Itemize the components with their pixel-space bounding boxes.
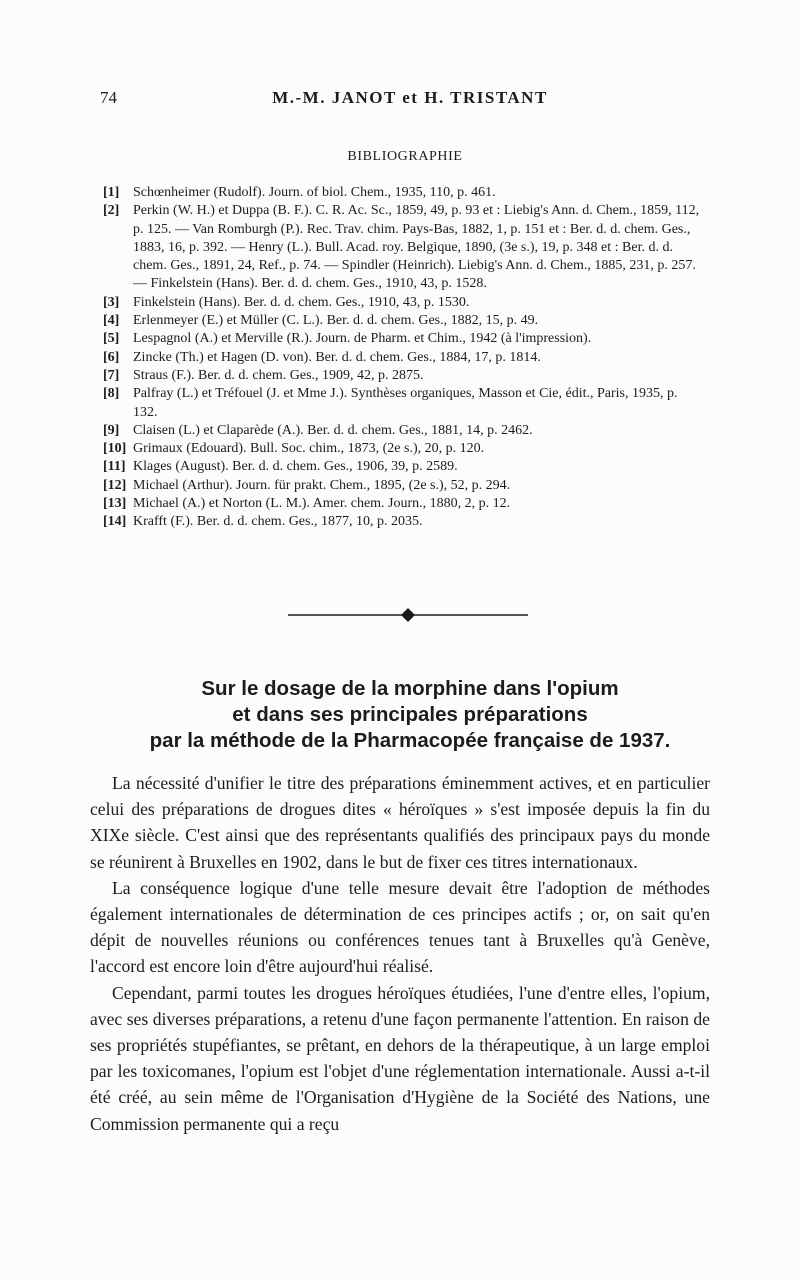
article-body (90, 770, 710, 1137)
reference-text: Claisen (L.) et Claparède (A.). Ber. d. d. chem. Ges., 1881, 14, p. 2462. (133, 422, 533, 438)
reference-text: Zincke (Th.) et Hagen (D. von). Ber. d. d. chem. Ges., 1884, 17, p. 1814. (133, 349, 541, 365)
bibliography-list (103, 184, 701, 532)
reference-number: [9] (103, 422, 120, 438)
reference-number: [12] (103, 477, 127, 493)
bibliography-entry (103, 513, 701, 531)
title-line: par la méthode de la Pharmacopée française de 1937. (149, 729, 671, 752)
bibliography-heading: BIBLIOGRAPHIE (347, 149, 463, 164)
bibliography-entry (103, 330, 701, 348)
reference-text: Grimaux (Edouard). Bull. Soc. chim., 1873, (2e s.), 20, p. 120. (133, 441, 485, 457)
reference-number: [13] (103, 496, 127, 512)
reference-text: Straus (F.). Ber. d. d. chem. Ges., 1909, 42, p. 2875. (133, 367, 424, 383)
bibliography-entry (103, 202, 701, 293)
reference-text: Klages (August). Ber. d. d. chem. Ges., 1906, 39, p. 2589. (133, 459, 458, 475)
reference-number: [10] (103, 441, 127, 457)
body-paragraph: Cependant, parmi toutes les drogues héroïques étudiées, l'une d'entre elles, l'opium, avec ses diverses préparations, a retenu d'une façon permanente l'attention. En raison de ses propriétés stupéfiantes, se prêtant, en dehors de la thérapeutique, à un large emploi par les toxicomanes, l'opium est l'objet d'une réglementation internationale. Aussi a-t-il été créé, au sein même de l'Organisation d'Hygiène de la Société des Nations, une Commission permanente qui a reçu (90, 982, 710, 1134)
bibliography-entry (103, 294, 701, 312)
reference-number: [7] (103, 367, 120, 383)
reference-text: Erlenmeyer (E.) et Müller (C. L.). Ber. d. d. chem. Ges., 1882, 15, p. 49. (133, 313, 539, 329)
reference-text: Michael (Arthur). Journ. für prakt. Chem., 1895, (2e s.), 52, p. 294. (133, 477, 511, 493)
reference-text: Schœnheimer (Rudolf). Journ. of biol. Chem., 1935, 110, p. 461. (133, 185, 496, 200)
reference-number: [2] (103, 203, 120, 219)
page-header (100, 88, 720, 112)
bibliography-entry (103, 495, 701, 513)
bibliography-entry (103, 422, 701, 440)
reference-number: [11] (103, 459, 126, 475)
reference-number: [14] (103, 514, 127, 530)
reference-number: [3] (103, 294, 120, 310)
body-paragraph: La nécessité d'unifier le titre des préparations éminemment actives, et en particulier celui des préparations de drogues dites « héroïques » s'est imposée depuis la fin du XIXe siècle. C'est ainsi que des représentants qualifiés des principaux pays du monde se réunirent à Bruxelles en 1902, dans le but de fixer ces titres internationaux. (90, 773, 710, 872)
bibliography-entry (103, 349, 701, 367)
reference-number: [1] (103, 185, 120, 200)
reference-text: Perkin (W. H.) et Duppa (B. F.). C. R. Ac. Sc., 1859, 49, p. 93 et : Liebig's Ann. d. Chem., 1859, 112, p. 125. — Van Romburgh (P.). Rec. Trav. chim. Pays-Bas, 1882, 1, p. 151 et : Ber. d. d. chem. Ges., 1883, 16, p. 392. — Henry (L.). Bull. Acad. roy. Belgique, 1890, (3e s.), 19, p. 348 et : Ber. d. d. chem. Ges., 1891, 24, Ref., p. 74. — Spindler (Heinrich). Liebig's Ann. d. Chem., 1885, 231, p. 257. — Finkelstein (Hans). Ber. d. d. chem. Ges., 1910, 43, p. 1528. (133, 203, 700, 292)
reference-text: Michael (A.) et Norton (L. M.). Amer. chem. Journ., 1880, 2, p. 12. (133, 496, 511, 512)
title-line: Sur le dosage de la morphine dans l'opium (201, 677, 619, 700)
reference-number: [5] (103, 331, 120, 347)
page-number: 74 (100, 88, 117, 107)
bibliography-entry (103, 385, 701, 422)
reference-number: [4] (103, 313, 120, 329)
ornament-divider (288, 607, 528, 623)
reference-text: Finkelstein (Hans). Ber. d. d. chem. Ges., 1910, 43, p. 1530. (133, 294, 470, 310)
reference-number: [8] (103, 386, 120, 402)
reference-text: Lespagnol (A.) et Merville (R.). Journ. de Pharm. et Chim., 1942 (à l'impression). (133, 331, 592, 347)
bibliography-entry (103, 458, 701, 476)
bibliography-entry (103, 440, 701, 458)
bibliography-entry (103, 312, 701, 330)
title-line: et dans ses principales préparations (232, 703, 588, 726)
bibliography-entry (103, 477, 701, 495)
reference-number: [6] (103, 349, 120, 365)
bibliography-entry (103, 184, 701, 202)
bibliography-entry (103, 367, 701, 385)
running-head: M.-M. JANOT et H. TRISTANT (272, 88, 548, 107)
reference-text: Krafft (F.). Ber. d. d. chem. Ges., 1877, 10, p. 2035. (133, 514, 423, 530)
body-paragraph: La conséquence logique d'une telle mesure devait être l'adoption de méthodes également internationales de détermination de ces principes actifs ; or, on sait qu'en dépit de nouvelles réunions ou conférences tenues tant à Bruxelles qu'à Genève, l'accord est encore loin d'être aujourd'hui réalisé. (90, 877, 710, 977)
article-title (60, 676, 760, 754)
reference-text: Palfray (L.) et Tréfouel (J. et Mme J.). Synthèses organiques, Masson et Cie, édit., Paris, 1935, p. 132. (133, 386, 678, 420)
